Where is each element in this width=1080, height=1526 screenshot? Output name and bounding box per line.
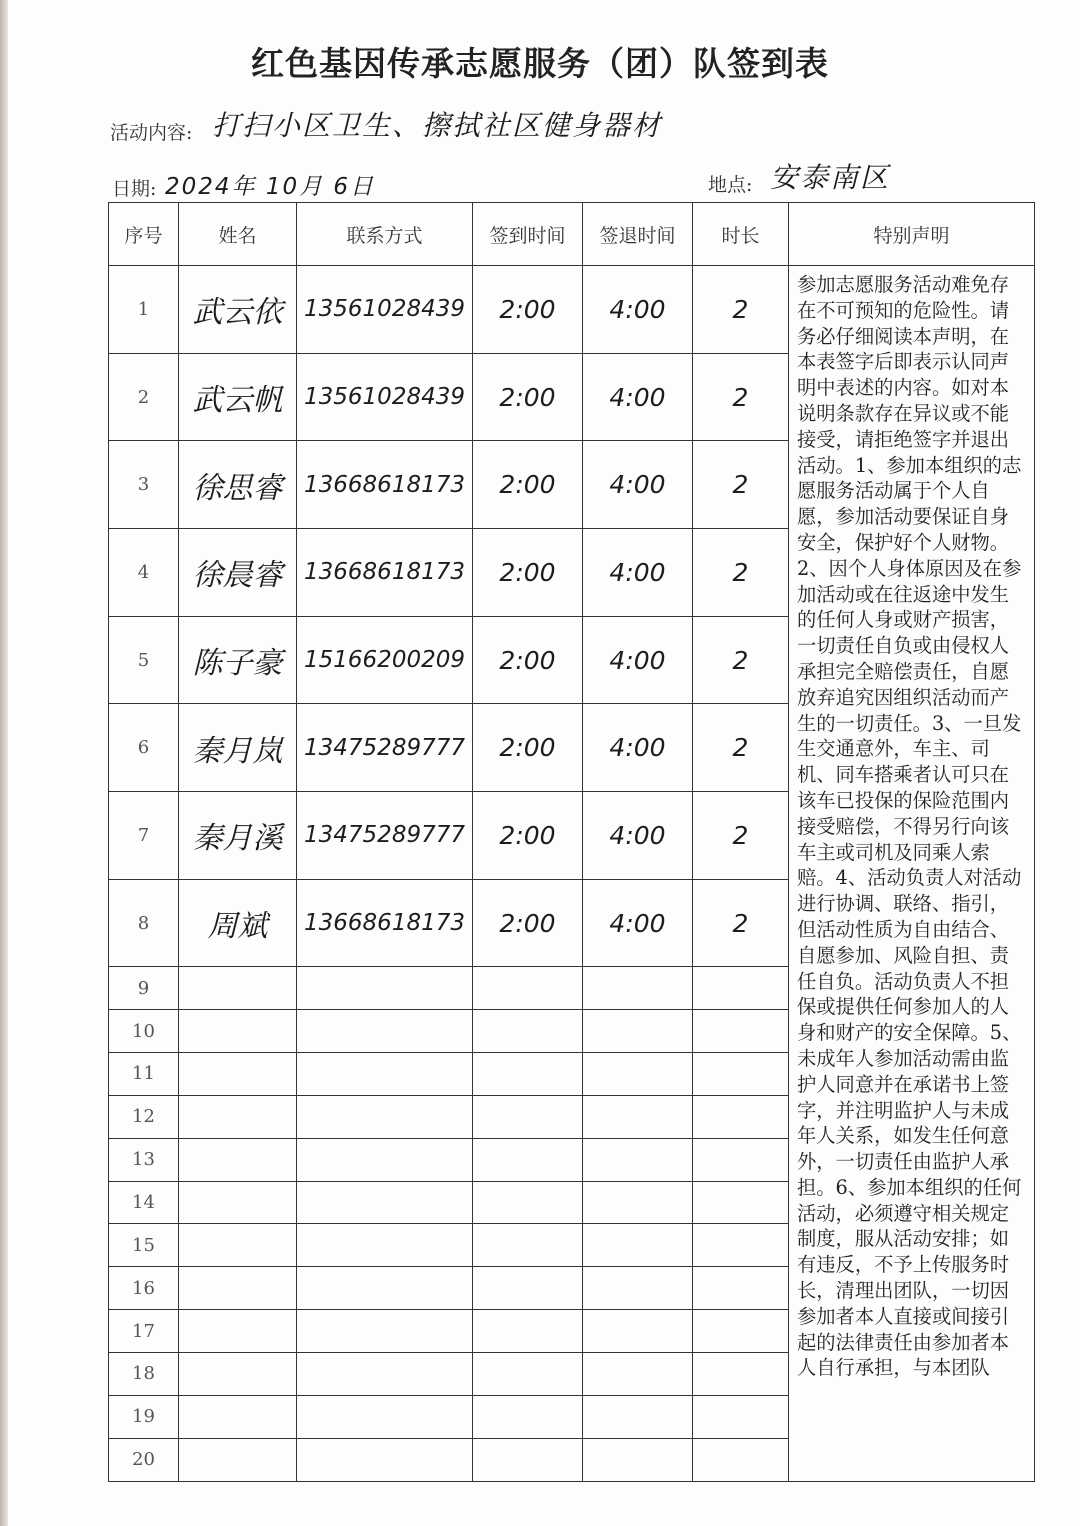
checkout-time xyxy=(583,1010,693,1053)
contact-phone xyxy=(297,967,473,1010)
contact-phone xyxy=(297,1395,473,1438)
duration-hours xyxy=(693,1310,789,1353)
contact-phone: 13475289777 xyxy=(297,704,473,792)
form-title: 红色基因传承志愿服务（团）队签到表 xyxy=(251,44,829,83)
checkout-time xyxy=(583,1224,693,1267)
checkin-time xyxy=(473,1352,583,1395)
signer-name xyxy=(179,1267,297,1310)
duration-hours xyxy=(693,1053,789,1096)
duration-hours: 2 xyxy=(693,441,789,529)
checkout-time: 4:00 xyxy=(583,266,693,354)
checkin-time: 2:00 xyxy=(473,441,583,529)
row-number: 1 xyxy=(109,266,179,354)
contact-phone xyxy=(297,1095,473,1138)
duration-hours xyxy=(693,1352,789,1395)
row-number: 11 xyxy=(109,1053,179,1096)
duration-hours: 2 xyxy=(693,353,789,441)
contact-phone: 13475289777 xyxy=(297,792,473,880)
duration-hours xyxy=(693,1138,789,1181)
signer-name xyxy=(179,967,297,1010)
signer-name: 秦月岚 xyxy=(179,704,297,792)
checkin-time xyxy=(473,1224,583,1267)
row-number: 8 xyxy=(109,879,179,967)
duration-hours xyxy=(693,1010,789,1053)
checkin-time xyxy=(473,1310,583,1353)
checkout-time: 4:00 xyxy=(583,879,693,967)
duration-hours xyxy=(693,1438,789,1481)
checkin-time xyxy=(473,1181,583,1224)
contact-phone: 13561028439 xyxy=(297,353,473,441)
contact-phone xyxy=(297,1138,473,1181)
contact-phone xyxy=(297,1010,473,1053)
signer-name xyxy=(179,1395,297,1438)
checkin-time: 2:00 xyxy=(473,704,583,792)
row-number: 10 xyxy=(109,1010,179,1053)
header-declaration: 特别声明 xyxy=(789,203,1035,266)
special-declaration-text: 参加志愿服务活动难免存在不可预知的危险性。请务必仔细阅读本声明，在本表签字后即表示认同声明中表述的内容。如对本说明条款存在异议或不能接受，请拒绝签字并退出活动。1、参加本组织的志愿服务活动属于个人自愿，参加活动要保证自身安全，保护好个人财物。2、因个人身体原因及在参加活动或在往返途中发生的任何人身或财产损害，一切责任自负或由侵权人承担完全赔偿责任，自愿放弃追究因组织活动而产生的一切责任。3、一旦发生交通意外，车主、司机、同车搭乘者认可只在该车已投保的保险范围内接受赔偿，不得另行向该车主或司机及同乘人索赔。4、活动负责人对活动进行协调、联络、指引，但活动性质为自由结合、自愿参加、风险自担、责任自负。活动负责人不担保或提供任何参加人的人身和财产的安全保障。5、未成年人参加活动需由监护人同意并在承诺书上签字，并注明监护人与未成年人关系，如发生任何意外，一切责任由监护人承担。6、参加本组织的任何活动，必须遵守相关规定制度，服从活动安排；如有违反，不予上传服务时长，清理出团队，一切因参加者本人直接或间接引起的法律责任由参加者本人自行承担，与本团队 xyxy=(789,266,1035,1482)
row-number: 19 xyxy=(109,1395,179,1438)
checkout-time xyxy=(583,1395,693,1438)
signer-name: 陈子豪 xyxy=(179,616,297,704)
contact-phone: 13668618173 xyxy=(297,529,473,617)
checkin-time xyxy=(473,1053,583,1096)
signer-name xyxy=(179,1095,297,1138)
signer-name xyxy=(179,1224,297,1267)
checkin-time: 2:00 xyxy=(473,529,583,617)
signer-name: 武云依 xyxy=(179,266,297,354)
checkin-time xyxy=(473,1267,583,1310)
signer-name: 武云帆 xyxy=(179,353,297,441)
duration-hours xyxy=(693,1181,789,1224)
activity-label: 活动内容: xyxy=(110,122,193,144)
checkout-time xyxy=(583,1438,693,1481)
checkin-time xyxy=(473,1138,583,1181)
duration-hours xyxy=(693,1095,789,1138)
contact-phone: 13561028439 xyxy=(297,266,473,354)
checkin-time xyxy=(473,1095,583,1138)
header-name: 姓名 xyxy=(179,203,297,266)
checkout-time: 4:00 xyxy=(583,616,693,704)
row-number: 13 xyxy=(109,1138,179,1181)
row-number: 18 xyxy=(109,1352,179,1395)
signer-name xyxy=(179,1053,297,1096)
header-no: 序号 xyxy=(109,203,179,266)
header-checkout: 签退时间 xyxy=(583,203,693,266)
header-row xyxy=(109,203,1035,266)
checkin-time: 2:00 xyxy=(473,353,583,441)
signer-name: 徐思睿 xyxy=(179,441,297,529)
row-number: 9 xyxy=(109,967,179,1010)
paper-shadow-edge xyxy=(0,0,8,1526)
checkin-time: 2:00 xyxy=(473,266,583,354)
contact-phone xyxy=(297,1267,473,1310)
row-number: 6 xyxy=(109,704,179,792)
checkout-time xyxy=(583,1267,693,1310)
checkin-time xyxy=(473,1010,583,1053)
location-value: 安泰南区 xyxy=(770,161,891,194)
duration-hours xyxy=(693,1267,789,1310)
duration-hours: 2 xyxy=(693,792,789,880)
row-number: 3 xyxy=(109,441,179,529)
row-number: 5 xyxy=(109,616,179,704)
contact-phone xyxy=(297,1438,473,1481)
contact-phone: 15166200209 xyxy=(297,616,473,704)
duration-hours: 2 xyxy=(693,879,789,967)
contact-phone: 13668618173 xyxy=(297,441,473,529)
checkout-time xyxy=(583,967,693,1010)
header-phone: 联系方式 xyxy=(297,203,473,266)
duration-hours: 2 xyxy=(693,704,789,792)
checkin-time xyxy=(473,1395,583,1438)
signer-name: 周斌 xyxy=(179,879,297,967)
duration-hours: 2 xyxy=(693,266,789,354)
checkout-time xyxy=(583,1053,693,1096)
checkin-time xyxy=(473,967,583,1010)
signin-table xyxy=(108,202,1035,1482)
checkout-time xyxy=(583,1181,693,1224)
checkout-time: 4:00 xyxy=(583,529,693,617)
checkout-time: 4:00 xyxy=(583,704,693,792)
checkin-time: 2:00 xyxy=(473,792,583,880)
row-number: 12 xyxy=(109,1095,179,1138)
duration-hours xyxy=(693,1395,789,1438)
checkout-time xyxy=(583,1352,693,1395)
checkout-time: 4:00 xyxy=(583,353,693,441)
checkin-time: 2:00 xyxy=(473,616,583,704)
signer-name: 秦月溪 xyxy=(179,792,297,880)
header-checkin: 签到时间 xyxy=(473,203,583,266)
duration-hours: 2 xyxy=(693,529,789,617)
contact-phone xyxy=(297,1053,473,1096)
date-label: 日期: xyxy=(112,178,157,200)
checkout-time xyxy=(583,1095,693,1138)
duration-hours xyxy=(693,967,789,1010)
row-number: 16 xyxy=(109,1267,179,1310)
duration-hours xyxy=(693,1224,789,1267)
row-number: 14 xyxy=(109,1181,179,1224)
signer-name xyxy=(179,1138,297,1181)
signer-name xyxy=(179,1438,297,1481)
duration-hours: 2 xyxy=(693,616,789,704)
row-number: 20 xyxy=(109,1438,179,1481)
signer-name xyxy=(179,1310,297,1353)
contact-phone xyxy=(297,1310,473,1353)
signer-name xyxy=(179,1010,297,1053)
row-number: 7 xyxy=(109,792,179,880)
checkout-time xyxy=(583,1138,693,1181)
location-label: 地点: xyxy=(708,174,753,196)
table-row xyxy=(109,266,1035,354)
checkout-time: 4:00 xyxy=(583,441,693,529)
row-number: 4 xyxy=(109,529,179,617)
activity-value: 打扫小区卫生、擦拭社区健身器材 xyxy=(212,109,663,142)
signer-name xyxy=(179,1181,297,1224)
contact-phone xyxy=(297,1181,473,1224)
checkout-time xyxy=(583,1310,693,1353)
header-duration: 时长 xyxy=(693,203,789,266)
row-number: 17 xyxy=(109,1310,179,1353)
signer-name xyxy=(179,1352,297,1395)
checkin-time xyxy=(473,1438,583,1481)
contact-phone xyxy=(297,1352,473,1395)
checkin-time: 2:00 xyxy=(473,879,583,967)
signer-name: 徐晨睿 xyxy=(179,529,297,617)
contact-phone: 13668618173 xyxy=(297,879,473,967)
row-number: 15 xyxy=(109,1224,179,1267)
date-value: 2024年 10月 6日 xyxy=(165,174,376,200)
row-number: 2 xyxy=(109,353,179,441)
checkout-time: 4:00 xyxy=(583,792,693,880)
contact-phone xyxy=(297,1224,473,1267)
